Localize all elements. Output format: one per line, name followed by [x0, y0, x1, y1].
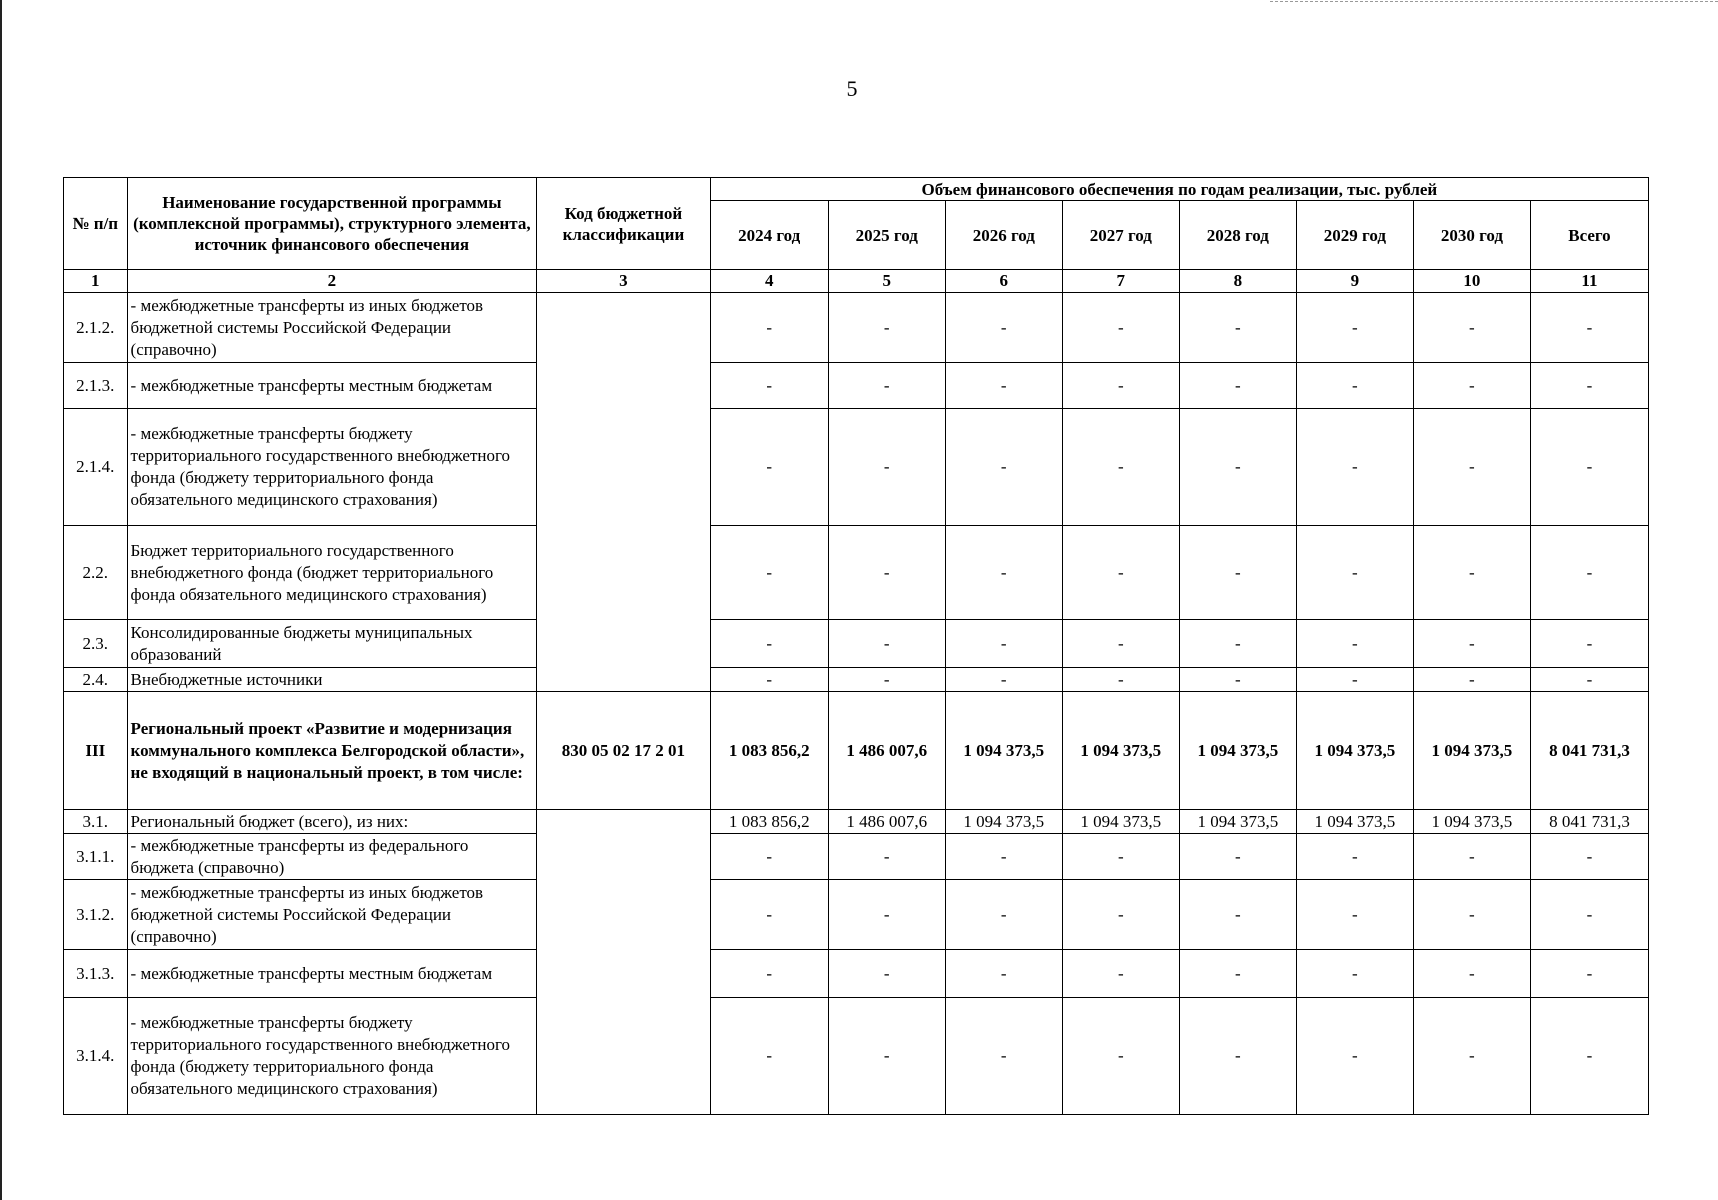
row-value: - — [828, 834, 945, 880]
header-year: 2030 год — [1413, 201, 1530, 270]
row-value: 1 083 856,2 — [710, 810, 828, 834]
row-value: - — [1296, 526, 1413, 620]
row-value: - — [1062, 620, 1179, 668]
row-value: - — [1413, 668, 1530, 692]
row-value: - — [710, 526, 828, 620]
row-value: - — [828, 409, 945, 526]
table-row — [64, 668, 1649, 692]
row-value: - — [710, 998, 828, 1115]
column-number: 3 — [537, 270, 711, 293]
row-value: - — [1530, 998, 1648, 1115]
row-value: - — [1062, 834, 1179, 880]
row-value: 1 094 373,5 — [1413, 810, 1530, 834]
row-name: - межбюджетные трансферты местным бюджетам — [127, 950, 537, 998]
row-value: - — [1530, 363, 1648, 409]
row-value: - — [1413, 409, 1530, 526]
column-number: 5 — [828, 270, 945, 293]
row-value: - — [1296, 880, 1413, 950]
row-num: 2.1.4. — [64, 409, 128, 526]
column-number: 9 — [1296, 270, 1413, 293]
row-value: - — [1413, 880, 1530, 950]
row-value: - — [1179, 998, 1296, 1115]
row-value: - — [1062, 363, 1179, 409]
row-value: - — [1296, 950, 1413, 998]
column-number: 8 — [1179, 270, 1296, 293]
row-name: Региональный бюджет (всего), из них: — [127, 810, 537, 834]
row-value: - — [1179, 834, 1296, 880]
row-value: - — [1296, 668, 1413, 692]
row-value: - — [1296, 363, 1413, 409]
row-value: - — [1413, 620, 1530, 668]
table-row — [64, 834, 1649, 880]
row-value: - — [1413, 526, 1530, 620]
row-name: Консолидированные бюджеты муниципальных образований — [127, 620, 537, 668]
row-value: - — [1062, 950, 1179, 998]
header-total: Всего — [1530, 201, 1648, 270]
table-row — [64, 998, 1649, 1115]
row-value: - — [1530, 526, 1648, 620]
column-number: 7 — [1062, 270, 1179, 293]
row-num: 3.1. — [64, 810, 128, 834]
header-year: 2024 год — [710, 201, 828, 270]
row-name: - межбюджетные трансферты из федерального бюджета (справочно) — [127, 834, 537, 880]
row-name: Бюджет территориального государственного внебюджетного фонда (бюджет территориального фонда обязательного медицинского страхования) — [127, 526, 537, 620]
row-value: - — [945, 526, 1062, 620]
row-value: 1 094 373,5 — [1062, 810, 1179, 834]
row-name: - межбюджетные трансферты из иных бюджетов бюджетной системы Российской Федерации (справочно) — [127, 293, 537, 363]
column-number: 4 — [710, 270, 828, 293]
row-value: - — [710, 834, 828, 880]
row-value: - — [710, 363, 828, 409]
row-value: - — [945, 834, 1062, 880]
row-value: - — [1179, 668, 1296, 692]
row-value: - — [1530, 834, 1648, 880]
row-value: - — [945, 998, 1062, 1115]
table-row — [64, 409, 1649, 526]
table-row — [64, 363, 1649, 409]
scan-left-edge — [0, 0, 2, 1200]
row-value: 1 094 373,5 — [1062, 692, 1179, 810]
row-num: 2.1.2. — [64, 293, 128, 363]
row-value: - — [828, 668, 945, 692]
table-row — [64, 950, 1649, 998]
row-value: - — [1530, 293, 1648, 363]
table-row-project — [64, 692, 1649, 810]
row-value: - — [1179, 620, 1296, 668]
row-value: 1 094 373,5 — [1296, 810, 1413, 834]
row-value: - — [1530, 880, 1648, 950]
row-num: 2.2. — [64, 526, 128, 620]
page-number: 5 — [846, 76, 858, 101]
row-value: 1 486 007,6 — [828, 810, 945, 834]
row-value: - — [1062, 526, 1179, 620]
row-name: - межбюджетные трансферты местным бюджетам — [127, 363, 537, 409]
financing-table — [63, 177, 1649, 1115]
row-value: - — [1062, 293, 1179, 363]
row-value: - — [1296, 620, 1413, 668]
row-value: - — [1062, 668, 1179, 692]
row-value: - — [1530, 950, 1648, 998]
row-value: - — [945, 950, 1062, 998]
row-value: - — [1530, 620, 1648, 668]
row-value: - — [1062, 880, 1179, 950]
row-num: 3.1.4. — [64, 998, 128, 1115]
row-value: 1 094 373,5 — [1179, 692, 1296, 810]
header-year: 2027 год — [1062, 201, 1179, 270]
row-name: - межбюджетные трансферты бюджету территориального государственного внебюджетного фонда (бюджету территориального фонда обязательного медицинского страхования) — [127, 998, 537, 1115]
row-value: - — [1179, 526, 1296, 620]
row-value: - — [1413, 834, 1530, 880]
row-value: - — [945, 880, 1062, 950]
column-number: 10 — [1413, 270, 1530, 293]
row-value: - — [945, 363, 1062, 409]
row-num: III — [64, 692, 128, 810]
table-row — [64, 526, 1649, 620]
row-value: - — [1179, 363, 1296, 409]
table-row — [64, 880, 1649, 950]
row-value: - — [1296, 834, 1413, 880]
row-value: - — [828, 998, 945, 1115]
row-name: - межбюджетные трансферты из иных бюджетов бюджетной системы Российской Федерации (справочно) — [127, 880, 537, 950]
row-value: - — [828, 293, 945, 363]
row-num: 3.1.3. — [64, 950, 128, 998]
column-number: 6 — [945, 270, 1062, 293]
row-value: 8 041 731,3 — [1530, 692, 1648, 810]
row-value: - — [1179, 293, 1296, 363]
table-row — [64, 293, 1649, 363]
row-value: - — [710, 950, 828, 998]
scan-top-edge — [1270, 1, 1718, 2]
row-value: - — [1179, 409, 1296, 526]
row-name: Внебюджетные источники — [127, 668, 537, 692]
header-code: Код бюджетной классификации — [537, 178, 711, 270]
header-name: Наименование государственной программы (комплексной программы), структурного элемента, источник финансового обеспечения — [127, 178, 537, 270]
row-value: - — [1530, 409, 1648, 526]
row-value: 1 094 373,5 — [945, 692, 1062, 810]
row-num: 2.1.3. — [64, 363, 128, 409]
table-row — [64, 810, 1649, 834]
row-value: - — [1530, 668, 1648, 692]
row-value: - — [1062, 998, 1179, 1115]
row-value: - — [828, 620, 945, 668]
header-num: № п/п — [64, 178, 128, 270]
header-volume: Объем финансового обеспечения по годам реализации, тыс. рублей — [710, 178, 1648, 201]
row-value: - — [828, 880, 945, 950]
row-value: 1 094 373,5 — [945, 810, 1062, 834]
row-num: 3.1.1. — [64, 834, 128, 880]
column-number: 1 — [64, 270, 128, 293]
row-value: - — [1296, 409, 1413, 526]
row-value: - — [1413, 293, 1530, 363]
header-year: 2025 год — [828, 201, 945, 270]
row-value: - — [945, 620, 1062, 668]
row-value: 1 486 007,6 — [828, 692, 945, 810]
row-name: Региональный проект «Развитие и модернизация коммунального комплекса Белгородской области», не входящий в национальный проект, в том числе: — [127, 692, 537, 810]
column-number: 11 — [1530, 270, 1648, 293]
row-value: - — [945, 293, 1062, 363]
row-value: 8 041 731,3 — [1530, 810, 1648, 834]
row-code — [537, 810, 711, 1115]
header-year: 2029 год — [1296, 201, 1413, 270]
row-name: - межбюджетные трансферты бюджету территориального государственного внебюджетного фонда (бюджету территориального фонда обязательного медицинского страхования) — [127, 409, 537, 526]
row-value: - — [710, 880, 828, 950]
row-value: 1 094 373,5 — [1296, 692, 1413, 810]
header-year: 2026 год — [945, 201, 1062, 270]
row-value: - — [1413, 998, 1530, 1115]
row-code — [537, 293, 711, 692]
row-value: - — [710, 668, 828, 692]
row-value: - — [1413, 363, 1530, 409]
header-year: 2028 год — [1179, 201, 1296, 270]
row-value: - — [710, 293, 828, 363]
row-num: 2.3. — [64, 620, 128, 668]
table-row — [64, 620, 1649, 668]
row-value: 1 094 373,5 — [1413, 692, 1530, 810]
row-value: - — [828, 363, 945, 409]
row-value: - — [710, 409, 828, 526]
column-number: 2 — [127, 270, 537, 293]
row-value: - — [828, 526, 945, 620]
row-value: - — [1179, 950, 1296, 998]
row-num: 3.1.2. — [64, 880, 128, 950]
row-value: 1 083 856,2 — [710, 692, 828, 810]
row-value: 1 094 373,5 — [1179, 810, 1296, 834]
row-value: - — [1413, 950, 1530, 998]
row-num: 2.4. — [64, 668, 128, 692]
row-code: 830 05 02 17 2 01 — [537, 692, 711, 810]
row-value: - — [1296, 998, 1413, 1115]
row-value: - — [1179, 880, 1296, 950]
row-value: - — [1296, 293, 1413, 363]
row-value: - — [1062, 409, 1179, 526]
row-value: - — [828, 950, 945, 998]
row-value: - — [945, 668, 1062, 692]
row-value: - — [710, 620, 828, 668]
row-value: - — [945, 409, 1062, 526]
column-number-row — [64, 270, 1649, 293]
